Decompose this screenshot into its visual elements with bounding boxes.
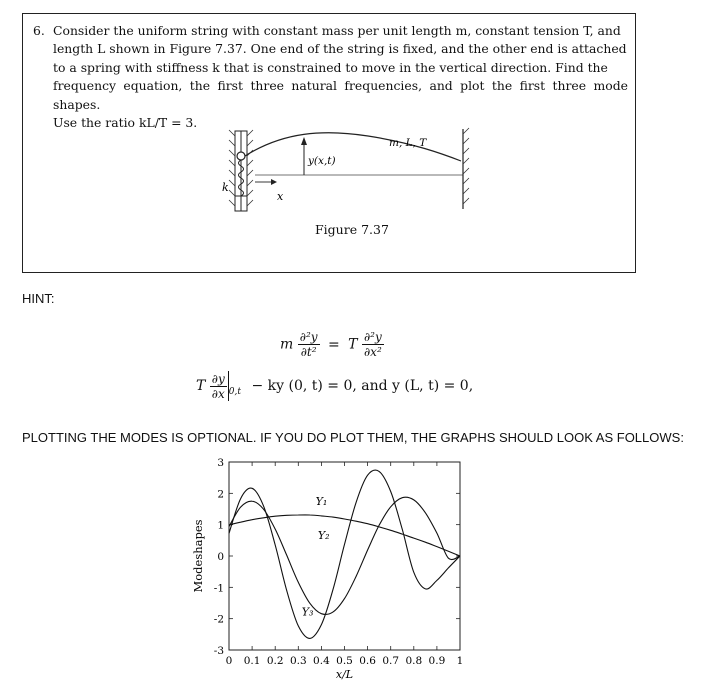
eq1-rhs-num: ∂²y [363,330,382,344]
eq2-coef: T [196,378,206,394]
eq1-lhs-den: ∂t² [300,345,317,359]
y-tick-label: 0 [217,551,224,563]
eq1-rhs-den: ∂x² [363,345,382,359]
mode-line-y2 [229,497,460,614]
x-tick-label: 0.8 [405,655,423,667]
hint-title: HINT: [22,291,55,306]
y-tick-label: -3 [213,645,224,657]
series-label-y2: Y₂ [317,528,330,542]
y-tick-label: 3 [217,457,224,469]
eq2-eval: 0,t [228,386,241,397]
eq2-rest: − ky (0, t) = 0, and y (L, t) = 0, [251,378,474,394]
plot-frame [229,462,460,650]
x-tick-label: 0.4 [313,655,330,667]
x-tick-label: 0.3 [289,655,307,667]
x-axis-label: x/L [335,668,354,681]
y-tick-label: 1 [217,519,224,532]
eq2-num: ∂y [211,371,225,386]
problem-line-4: frequency equation, the first three natural frequencies, and plot the first three mode shapes. [53,78,628,112]
problem-number: 6. [33,23,45,38]
problem-line-2: length L shown in Figure 7.37. One end of the string is fixed, and the other end is attached [53,41,627,57]
x-tick-label: 0.5 [336,655,353,667]
x-tick-label: 1 [456,655,464,667]
mode-line-y3 [229,470,460,638]
eq1-lhs-num: ∂²y [299,330,318,344]
chart-axes [229,462,460,650]
problem-line-3: to a spring with stiffness k that is constrained to move in the vertical direction. Find the [53,59,608,75]
label-x: x [277,190,284,203]
eq1-lhs-coef: m [280,336,294,353]
x-tick-label: 0.1 [243,655,261,667]
series-label-y3: Y₃ [301,605,314,619]
label-k: k [222,181,229,194]
chart-labels [191,457,463,681]
x-tick-label: 0.7 [382,655,400,667]
plot-instruction: PLOTTING THE MODES IS OPTIONAL. IF YOU DO PLOT THEM, THE GRAPHS SHOULD LOOK AS FOLLOWS: [22,430,684,445]
x-tick-label: 0.2 [266,655,284,667]
x-tick-label: 0.6 [359,655,376,667]
eq1-equals: = [327,336,340,353]
mode-line-y1 [229,515,460,556]
y-tick-label: -1 [213,582,224,595]
y-tick-label: 2 [217,488,224,501]
x-tick-label: 0 [225,655,233,667]
label-mLT: m, L, T [389,137,427,149]
problem-line-1: Consider the uniform string with constant mass per unit length m, constant tension T, and [53,23,621,38]
eq1-rhs-coef: T [348,336,358,353]
chart-lines [229,470,460,638]
figure-caption: Figure 7.37 [315,222,389,237]
problem-line-5: Use the ratio kL/T = 3. [53,115,198,131]
x-tick-label: 0.9 [428,655,446,667]
y-tick-label: -2 [213,613,224,626]
label-y: y(x,t) [308,155,336,167]
series-label-y1: Y₁ [315,495,328,509]
eq2-den: ∂x [211,386,225,401]
y-axis-label: Modeshapes [191,519,205,593]
